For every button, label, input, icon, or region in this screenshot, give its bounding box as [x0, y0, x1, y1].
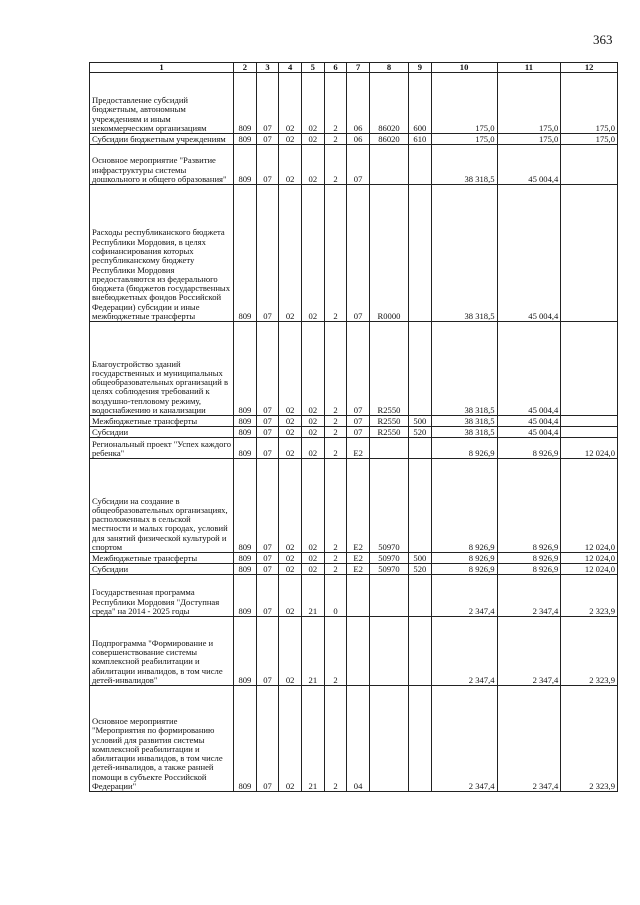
value-cell — [561, 185, 618, 322]
value-cell: 8 926,9 — [497, 438, 561, 459]
column-header: 12 — [561, 63, 618, 73]
page-number: 363 — [593, 32, 613, 47]
value-cell — [369, 575, 408, 617]
value-cell: 02 — [302, 553, 325, 564]
table-row — [90, 564, 618, 575]
value-cell: 06 — [347, 73, 370, 134]
value-cell: 2 323,9 — [561, 686, 618, 792]
value-cell: 500 — [409, 553, 432, 564]
value-cell: 02 — [302, 322, 325, 416]
value-cell — [561, 145, 618, 185]
value-cell: 2 — [324, 438, 347, 459]
column-header: 11 — [497, 63, 561, 73]
value-cell: 02 — [279, 686, 302, 792]
value-cell: 45 004,4 — [497, 185, 561, 322]
column-header: 4 — [279, 63, 302, 73]
value-cell: 175,0 — [561, 134, 618, 145]
value-cell: 2 — [324, 553, 347, 564]
value-cell: 2 347,4 — [497, 686, 561, 792]
value-cell: 45 004,4 — [497, 427, 561, 438]
budget-table — [89, 62, 618, 792]
row-name-cell: Основное мероприятие "Мероприятия по формированию условий для развития системы комплексной реабилитации и абилитации инвалидов, в том числе детей-инвалидов, а также ранней помощи в субъекте Российской Федерации" — [90, 686, 234, 792]
value-cell: 809 — [234, 438, 257, 459]
value-cell: 02 — [279, 553, 302, 564]
value-cell: 07 — [256, 553, 279, 564]
table-row — [90, 134, 618, 145]
value-cell: 07 — [256, 73, 279, 134]
value-cell — [409, 617, 432, 686]
table-row — [90, 575, 618, 617]
value-cell: 2 347,4 — [497, 617, 561, 686]
value-cell — [369, 145, 408, 185]
value-cell — [369, 617, 408, 686]
value-cell: 86020 — [369, 73, 408, 134]
column-header: 1 — [90, 63, 234, 73]
column-header: 2 — [234, 63, 257, 73]
table-body — [90, 73, 618, 792]
column-header: 6 — [324, 63, 347, 73]
value-cell: 02 — [279, 145, 302, 185]
row-name-cell: Субсидии бюджетным учреждениям — [90, 134, 234, 145]
value-cell — [409, 438, 432, 459]
value-cell: 809 — [234, 564, 257, 575]
table-row — [90, 145, 618, 185]
value-cell: 2 323,9 — [561, 575, 618, 617]
value-cell: 21 — [302, 575, 325, 617]
value-cell: 50970 — [369, 564, 408, 575]
row-name-cell: Региональный проект "Успех каждого ребенка" — [90, 438, 234, 459]
row-name-cell: Благоустройство зданий государственных и муниципальных общеобразовательных организаций в целях соблюдения требований к воздушно-тепловому режиму, водоснабжению и канализации — [90, 322, 234, 416]
table-row — [90, 438, 618, 459]
value-cell: 02 — [279, 459, 302, 553]
value-cell: 07 — [256, 145, 279, 185]
value-cell: 2 — [324, 145, 347, 185]
table-header — [90, 63, 618, 73]
value-cell: 38 318,5 — [431, 145, 497, 185]
value-cell: 21 — [302, 686, 325, 792]
value-cell: 809 — [234, 686, 257, 792]
value-cell: 02 — [302, 427, 325, 438]
table-row — [90, 416, 618, 427]
row-name-cell: Предоставление субсидий бюджетным, автономным учреждениям и иным некоммерческим организациям — [90, 73, 234, 134]
value-cell: 8 926,9 — [497, 459, 561, 553]
value-cell: 8 926,9 — [431, 459, 497, 553]
value-cell: 02 — [279, 575, 302, 617]
value-cell: 8 926,9 — [431, 553, 497, 564]
value-cell: 8 926,9 — [497, 553, 561, 564]
value-cell: 2 — [324, 427, 347, 438]
value-cell: 600 — [409, 73, 432, 134]
value-cell: 809 — [234, 322, 257, 416]
value-cell: 809 — [234, 553, 257, 564]
table-row — [90, 617, 618, 686]
value-cell: 2 347,4 — [431, 575, 497, 617]
value-cell: 06 — [347, 134, 370, 145]
value-cell: 2 347,4 — [431, 686, 497, 792]
value-cell: 2 — [324, 617, 347, 686]
value-cell: 45 004,4 — [497, 322, 561, 416]
row-name-cell: Межбюджетные трансферты — [90, 416, 234, 427]
value-cell: 809 — [234, 427, 257, 438]
value-cell: 02 — [279, 73, 302, 134]
value-cell: 2 — [324, 564, 347, 575]
value-cell: 2 347,4 — [431, 617, 497, 686]
value-cell: 809 — [234, 459, 257, 553]
value-cell: 2 — [324, 459, 347, 553]
value-cell — [409, 145, 432, 185]
value-cell: 2 347,4 — [497, 575, 561, 617]
value-cell: 02 — [302, 134, 325, 145]
value-cell: 610 — [409, 134, 432, 145]
value-cell — [369, 438, 408, 459]
value-cell: 809 — [234, 73, 257, 134]
value-cell: 2 — [324, 134, 347, 145]
value-cell — [561, 322, 618, 416]
value-cell: 07 — [347, 145, 370, 185]
table-row — [90, 427, 618, 438]
value-cell: 38 318,5 — [431, 427, 497, 438]
value-cell: 02 — [302, 416, 325, 427]
value-cell: 45 004,4 — [497, 145, 561, 185]
value-cell: 2 — [324, 686, 347, 792]
value-cell — [347, 617, 370, 686]
value-cell: 2 323,9 — [561, 617, 618, 686]
value-cell: 12 024,0 — [561, 438, 618, 459]
value-cell: 175,0 — [497, 73, 561, 134]
value-cell: 02 — [302, 564, 325, 575]
row-name-cell: Подпрограмма "Формирование и совершенствование системы комплексной реабилитации и абилитации инвалидов, в том числе детей-инвалидов" — [90, 617, 234, 686]
table-row — [90, 553, 618, 564]
value-cell — [409, 185, 432, 322]
value-cell: 809 — [234, 575, 257, 617]
table-row — [90, 322, 618, 416]
value-cell: R2550 — [369, 416, 408, 427]
value-cell: 07 — [347, 427, 370, 438]
value-cell: 50970 — [369, 553, 408, 564]
value-cell: 2 — [324, 416, 347, 427]
value-cell: 07 — [256, 575, 279, 617]
row-name-cell: Субсидии на создание в общеобразовательных организациях, расположенных в сельской местности и малых городах, условий для занятий физической культурой и спортом — [90, 459, 234, 553]
value-cell: 809 — [234, 617, 257, 686]
value-cell: 07 — [256, 416, 279, 427]
value-cell: 38 318,5 — [431, 185, 497, 322]
value-cell: 02 — [302, 459, 325, 553]
value-cell: 2 — [324, 73, 347, 134]
column-header: 8 — [369, 63, 408, 73]
value-cell: 809 — [234, 145, 257, 185]
value-cell: 07 — [256, 322, 279, 416]
value-cell: 07 — [256, 185, 279, 322]
row-name-cell: Межбюджетные трансферты — [90, 553, 234, 564]
value-cell: 02 — [279, 185, 302, 322]
value-cell: 50970 — [369, 459, 408, 553]
value-cell — [409, 575, 432, 617]
value-cell: 500 — [409, 416, 432, 427]
value-cell: 809 — [234, 416, 257, 427]
value-cell — [561, 427, 618, 438]
value-cell: 07 — [347, 185, 370, 322]
row-name-cell: Основное мероприятие "Развитие инфраструктуры системы дошкольного и общего образования" — [90, 145, 234, 185]
value-cell: R2550 — [369, 322, 408, 416]
value-cell: 8 926,9 — [431, 438, 497, 459]
value-cell: R0000 — [369, 185, 408, 322]
value-cell: 86020 — [369, 134, 408, 145]
value-cell: 02 — [279, 416, 302, 427]
value-cell — [561, 416, 618, 427]
value-cell: E2 — [347, 564, 370, 575]
value-cell: 02 — [302, 73, 325, 134]
value-cell: 12 024,0 — [561, 459, 618, 553]
row-name-cell: Субсидии — [90, 427, 234, 438]
value-cell: 07 — [256, 427, 279, 438]
value-cell: 520 — [409, 564, 432, 575]
column-header: 5 — [302, 63, 325, 73]
value-cell: E2 — [347, 553, 370, 564]
value-cell: 12 024,0 — [561, 553, 618, 564]
value-cell — [369, 686, 408, 792]
row-name-cell: Государственная программа Республики Мордовия "Доступная среда" на 2014 - 2025 годы — [90, 575, 234, 617]
value-cell: 38 318,5 — [431, 416, 497, 427]
value-cell: 02 — [302, 438, 325, 459]
value-cell: 07 — [256, 617, 279, 686]
value-cell: 809 — [234, 134, 257, 145]
value-cell: 38 318,5 — [431, 322, 497, 416]
table-row — [90, 73, 618, 134]
value-cell: 02 — [279, 438, 302, 459]
column-header: 9 — [409, 63, 432, 73]
value-cell: 07 — [256, 686, 279, 792]
value-cell: 07 — [347, 416, 370, 427]
value-cell: 21 — [302, 617, 325, 686]
value-cell: 04 — [347, 686, 370, 792]
value-cell: 02 — [279, 617, 302, 686]
value-cell: 8 926,9 — [497, 564, 561, 575]
column-header: 10 — [431, 63, 497, 73]
value-cell — [409, 686, 432, 792]
value-cell: 175,0 — [497, 134, 561, 145]
value-cell: 07 — [347, 322, 370, 416]
value-cell: 02 — [279, 322, 302, 416]
value-cell: 175,0 — [431, 134, 497, 145]
value-cell: 07 — [256, 459, 279, 553]
value-cell: 175,0 — [431, 73, 497, 134]
column-header: 7 — [347, 63, 370, 73]
row-name-cell: Расходы республиканского бюджета Республики Мордовия, в целях софинансирования которых республиканскому бюджету Республики Мордовия предоставляются из федерального бюджета (бюджетов государственных внебюджетных фондов Российской Федерации) субсидии и иные межбюджетные трансферты — [90, 185, 234, 322]
value-cell: 12 024,0 — [561, 564, 618, 575]
value-cell: 02 — [279, 564, 302, 575]
value-cell: 2 — [324, 322, 347, 416]
value-cell: E2 — [347, 438, 370, 459]
value-cell: 07 — [256, 438, 279, 459]
value-cell: 45 004,4 — [497, 416, 561, 427]
value-cell: 809 — [234, 185, 257, 322]
value-cell: 07 — [256, 134, 279, 145]
value-cell: 0 — [324, 575, 347, 617]
value-cell — [409, 459, 432, 553]
value-cell: 520 — [409, 427, 432, 438]
value-cell: 02 — [302, 185, 325, 322]
table-row — [90, 686, 618, 792]
value-cell: R2550 — [369, 427, 408, 438]
column-header: 3 — [256, 63, 279, 73]
value-cell: 07 — [256, 564, 279, 575]
table-row — [90, 185, 618, 322]
value-cell: 02 — [279, 427, 302, 438]
value-cell — [409, 322, 432, 416]
table-row — [90, 459, 618, 553]
value-cell: 2 — [324, 185, 347, 322]
value-cell: 8 926,9 — [431, 564, 497, 575]
value-cell: 02 — [302, 145, 325, 185]
value-cell: 02 — [279, 134, 302, 145]
value-cell: 175,0 — [561, 73, 618, 134]
row-name-cell: Субсидии — [90, 564, 234, 575]
value-cell — [347, 575, 370, 617]
value-cell: E2 — [347, 459, 370, 553]
